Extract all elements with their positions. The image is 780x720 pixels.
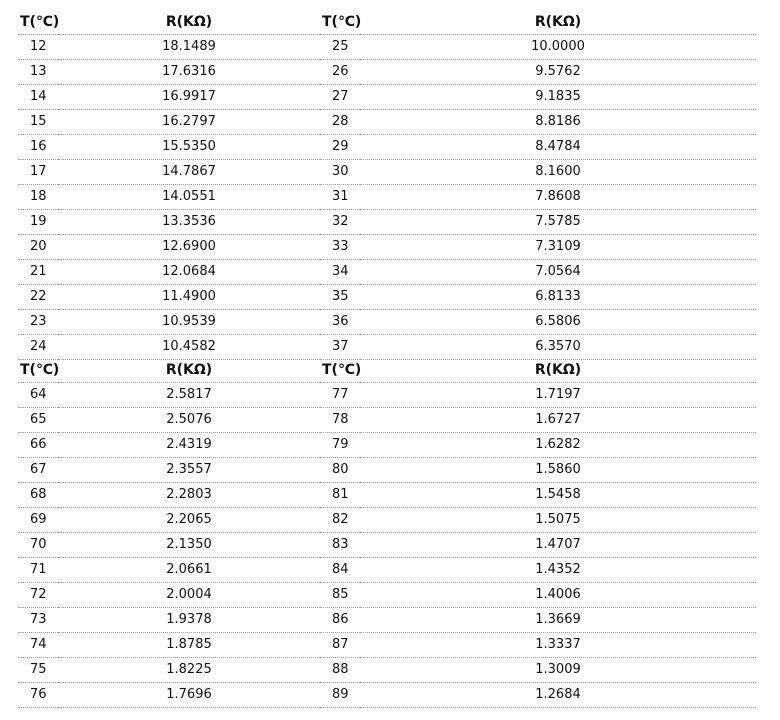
temperature-cell: 28 — [320, 110, 360, 135]
table-row — [320, 135, 756, 160]
temperature-cell: 70 — [18, 533, 58, 558]
resistance-cell: 18.1489 — [58, 35, 320, 60]
table-row — [320, 260, 756, 285]
temperature-cell: 25 — [320, 35, 360, 60]
table-row — [320, 310, 756, 335]
table-row — [18, 583, 320, 608]
resistance-cell: 7.8608 — [360, 185, 756, 210]
temperature-cell: 77 — [320, 383, 360, 408]
resistance-cell: 1.5860 — [360, 458, 756, 483]
header-row — [18, 10, 320, 35]
temperature-cell: 36 — [320, 310, 360, 335]
table-row — [18, 633, 320, 658]
temperature-cell: 80 — [320, 458, 360, 483]
table-row — [18, 533, 320, 558]
resistance-cell: 2.0661 — [58, 558, 320, 583]
temperature-header: T(℃) — [320, 358, 360, 383]
resistance-cell: 2.5817 — [58, 383, 320, 408]
temperature-cell: 37 — [320, 335, 360, 360]
resistance-cell: 8.8186 — [360, 110, 756, 135]
table-row — [18, 608, 320, 633]
resistance-cell: 1.2684 — [360, 683, 756, 708]
table-row — [320, 458, 756, 483]
resistance-header: R(KΩ) — [58, 358, 320, 383]
table-row — [320, 160, 756, 185]
resistance-cell: 10.0000 — [360, 35, 756, 60]
table-row — [18, 408, 320, 433]
table-row — [320, 285, 756, 310]
resistance-cell: 13.3536 — [58, 210, 320, 235]
temperature-cell: 18 — [18, 185, 58, 210]
temperature-cell: 27 — [320, 85, 360, 110]
resistance-cell: 1.7197 — [360, 383, 756, 408]
resistance-cell: 1.3337 — [360, 633, 756, 658]
table-body — [18, 383, 320, 708]
temperature-cell: 22 — [18, 285, 58, 310]
resistance-cell: 9.1835 — [360, 85, 756, 110]
temperature-cell: 15 — [18, 110, 58, 135]
table-row — [320, 60, 756, 85]
header-row — [18, 358, 320, 383]
resistance-cell: 15.5350 — [58, 135, 320, 160]
temperature-cell: 29 — [320, 135, 360, 160]
resistance-cell: 1.3669 — [360, 608, 756, 633]
resistance-cell: 8.1600 — [360, 160, 756, 185]
table-row — [18, 335, 320, 360]
resistance-cell: 7.5785 — [360, 210, 756, 235]
resistance-table — [18, 358, 320, 708]
resistance-table — [320, 10, 756, 360]
resistance-cell: 8.4784 — [360, 135, 756, 160]
table-row — [18, 35, 320, 60]
resistance-cell: 9.5762 — [360, 60, 756, 85]
table-row — [18, 260, 320, 285]
table-row — [320, 335, 756, 360]
resistance-cell: 10.9539 — [58, 310, 320, 335]
table-row — [18, 285, 320, 310]
temperature-cell: 74 — [18, 633, 58, 658]
table-right-half — [320, 10, 756, 360]
temperature-cell: 34 — [320, 260, 360, 285]
table-row — [18, 235, 320, 260]
temperature-cell: 17 — [18, 160, 58, 185]
temperature-cell: 68 — [18, 483, 58, 508]
resistance-cell: 1.6282 — [360, 433, 756, 458]
resistance-cell: 14.7867 — [58, 160, 320, 185]
resistance-cell: 7.0564 — [360, 260, 756, 285]
temperature-cell: 72 — [18, 583, 58, 608]
table-row — [320, 85, 756, 110]
temperature-cell: 69 — [18, 508, 58, 533]
table-row — [18, 458, 320, 483]
table-right-half — [320, 358, 756, 708]
table-row — [18, 60, 320, 85]
table-row — [320, 35, 756, 60]
resistance-cell: 16.2797 — [58, 110, 320, 135]
temperature-cell: 73 — [18, 608, 58, 633]
resistance-header: R(KΩ) — [360, 10, 756, 35]
temperature-cell: 16 — [18, 135, 58, 160]
temperature-cell: 14 — [18, 85, 58, 110]
table-row — [18, 383, 320, 408]
temperature-cell: 12 — [18, 35, 58, 60]
resistance-cell: 1.8225 — [58, 658, 320, 683]
resistance-cell: 2.2803 — [58, 483, 320, 508]
temperature-header: T(℃) — [320, 10, 360, 35]
table-row — [18, 658, 320, 683]
temperature-cell: 71 — [18, 558, 58, 583]
resistance-cell: 7.3109 — [360, 235, 756, 260]
temperature-cell: 76 — [18, 683, 58, 708]
temperature-cell: 86 — [320, 608, 360, 633]
temperature-cell: 20 — [18, 235, 58, 260]
resistance-cell: 11.4900 — [58, 285, 320, 310]
table-row — [320, 383, 756, 408]
temperature-cell: 30 — [320, 160, 360, 185]
resistance-cell: 2.5076 — [58, 408, 320, 433]
table-row — [18, 85, 320, 110]
table-row — [320, 210, 756, 235]
temperature-cell: 75 — [18, 658, 58, 683]
resistance-cell: 1.4707 — [360, 533, 756, 558]
table-body — [320, 383, 756, 708]
resistance-cell: 6.5806 — [360, 310, 756, 335]
temperature-cell: 85 — [320, 583, 360, 608]
table-row — [18, 483, 320, 508]
temperature-cell: 33 — [320, 235, 360, 260]
resistance-cell: 2.2065 — [58, 508, 320, 533]
resistance-cell: 2.3557 — [58, 458, 320, 483]
resistance-cell: 1.6727 — [360, 408, 756, 433]
table-row — [320, 658, 756, 683]
temperature-cell: 35 — [320, 285, 360, 310]
resistance-cell: 16.9917 — [58, 85, 320, 110]
temperature-cell: 67 — [18, 458, 58, 483]
temperature-cell: 84 — [320, 558, 360, 583]
table-left-half — [18, 10, 320, 360]
table-row — [320, 408, 756, 433]
resistance-cell: 1.4006 — [360, 583, 756, 608]
resistance-cell: 1.9378 — [58, 608, 320, 633]
resistance-table — [18, 10, 320, 360]
table-row — [18, 185, 320, 210]
resistance-header: R(KΩ) — [360, 358, 756, 383]
table-left-half — [18, 358, 320, 708]
temperature-cell: 89 — [320, 683, 360, 708]
table-row — [18, 683, 320, 708]
table-row — [320, 608, 756, 633]
resistance-cell: 1.5458 — [360, 483, 756, 508]
temperature-cell: 66 — [18, 433, 58, 458]
temperature-header: T(℃) — [18, 10, 58, 35]
resistance-cell: 1.3009 — [360, 658, 756, 683]
table-row — [320, 533, 756, 558]
resistance-cell: 1.4352 — [360, 558, 756, 583]
resistance-table — [320, 358, 756, 708]
table-row — [18, 110, 320, 135]
table-body — [18, 35, 320, 360]
table-row — [320, 508, 756, 533]
table-row — [18, 508, 320, 533]
temperature-cell: 21 — [18, 260, 58, 285]
temperature-cell: 13 — [18, 60, 58, 85]
temperature-cell: 79 — [320, 433, 360, 458]
resistance-cell: 2.1350 — [58, 533, 320, 558]
resistance-cell: 17.6316 — [58, 60, 320, 85]
table-row — [18, 558, 320, 583]
resistance-cell: 14.0551 — [58, 185, 320, 210]
temperature-cell: 78 — [320, 408, 360, 433]
table-row — [18, 433, 320, 458]
table-body — [320, 35, 756, 360]
table-row — [18, 135, 320, 160]
temperature-cell: 88 — [320, 658, 360, 683]
temperature-cell: 81 — [320, 483, 360, 508]
resistance-cell: 1.7696 — [58, 683, 320, 708]
temperature-cell: 87 — [320, 633, 360, 658]
table-row — [320, 433, 756, 458]
temperature-cell: 82 — [320, 508, 360, 533]
resistance-cell: 6.3570 — [360, 335, 756, 360]
table-row — [320, 483, 756, 508]
table-row — [18, 310, 320, 335]
temperature-cell: 32 — [320, 210, 360, 235]
temperature-cell: 65 — [18, 408, 58, 433]
table-row — [320, 185, 756, 210]
resistance-cell: 10.4582 — [58, 335, 320, 360]
temperature-cell: 19 — [18, 210, 58, 235]
temperature-cell: 26 — [320, 60, 360, 85]
resistance-cell: 2.0004 — [58, 583, 320, 608]
table-row — [320, 683, 756, 708]
temperature-cell: 23 — [18, 310, 58, 335]
table-row — [320, 235, 756, 260]
table-row — [320, 633, 756, 658]
resistance-cell: 12.0684 — [58, 260, 320, 285]
table-row — [18, 160, 320, 185]
resistance-cell: 12.6900 — [58, 235, 320, 260]
resistance-header: R(KΩ) — [58, 10, 320, 35]
header-row — [320, 10, 756, 35]
table-row — [18, 210, 320, 235]
table-row — [320, 110, 756, 135]
temperature-header: T(℃) — [18, 358, 58, 383]
temperature-cell: 31 — [320, 185, 360, 210]
resistance-cell: 1.8785 — [58, 633, 320, 658]
temperature-cell: 83 — [320, 533, 360, 558]
temperature-cell: 64 — [18, 383, 58, 408]
temperature-cell: 24 — [18, 335, 58, 360]
table-row — [320, 583, 756, 608]
header-row — [320, 358, 756, 383]
resistance-cell: 1.5075 — [360, 508, 756, 533]
table-row — [320, 558, 756, 583]
resistance-cell: 6.8133 — [360, 285, 756, 310]
resistance-cell: 2.4319 — [58, 433, 320, 458]
